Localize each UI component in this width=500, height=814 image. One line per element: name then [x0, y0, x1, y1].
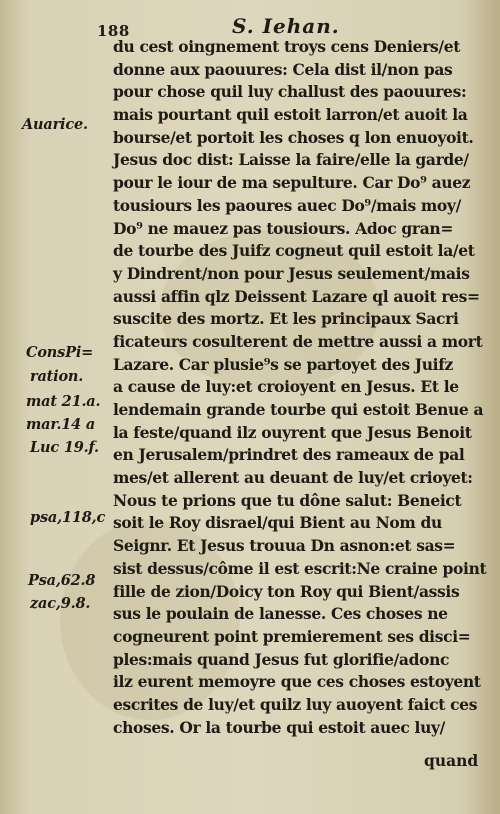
text-line: Seignr. Et Jesus trouua Dn asnon:et sas=	[113, 536, 456, 556]
text-line: ficateurs cosulterent de mettre aussi a mort	[113, 331, 483, 351]
text-line: choses. Or la tourbe qui estoit auec luy/	[113, 717, 445, 737]
text-line: sist dessus/côme il est escrit:Ne craine point	[113, 558, 487, 578]
text-line: pour chose quil luy challust des paouures:	[113, 82, 467, 102]
running-head: S. Iehan.	[232, 14, 340, 38]
text-line: Do⁹ ne mauez pas tousiours. Adoc gran=	[113, 218, 453, 238]
text-line: mes/et allerent au deuant de luy/et crioyet:	[113, 468, 473, 488]
margin-note: Psa,62.8	[28, 572, 96, 589]
margin-note: mat 21.a.	[26, 393, 101, 410]
text-line: du cest oingnement troys cens Deniers/et	[113, 37, 461, 56]
text-line: en Jerusalem/prindret des rameaux de pal	[113, 445, 465, 465]
text-line: mais pourtant quil estoit larron/et auoit la	[113, 105, 468, 125]
text-line: a cause de luy:et croioyent en Jesus. Et le	[113, 377, 459, 397]
text-line: donne aux paouures: Cela dist il/non pas	[113, 59, 453, 79]
text-line: de tourbe des Juifz cogneut quil estoit la/et	[113, 241, 475, 261]
margin-note: zac,9.8.	[30, 595, 91, 612]
text-line: suscite des mortz. Et les principaux Sacri	[113, 309, 459, 329]
text-line: soit le Roy disrael/qui Bient au Nom du	[113, 513, 442, 533]
margin-note: Luc 19.f.	[30, 439, 99, 456]
margin-note: mar.14 a	[26, 416, 96, 433]
text-line: escrites de luy/et quilz luy auoyent faict ces	[113, 694, 478, 714]
text-line: Nous te prions que tu dône salut: Beneict	[113, 490, 462, 510]
margin-note: Auarice.	[22, 116, 88, 133]
text-line: tousiours les paoures auec Do⁹/mais moy/	[113, 195, 461, 215]
text-line: Lazare. Car plusie⁹s se partoyet des Juifz	[113, 354, 453, 374]
text-line: aussi affin qlz Deissent Lazare ql auoit res=	[113, 286, 480, 306]
margin-note: ration.	[30, 368, 84, 385]
margin-notes	[0, 0, 112, 814]
catchword: quand	[424, 751, 479, 770]
text-line: bourse/et portoit les choses q lon enuoyoit.	[113, 127, 474, 147]
text-line: y Dindrent/non pour Jesus seulement/mais	[113, 263, 470, 283]
text-line: sus le poulain de lanesse. Ces choses ne	[113, 604, 448, 624]
body-text	[113, 36, 487, 739]
text-line: Jesus doc dist: Laisse la faire/elle la garde/	[113, 150, 469, 170]
margin-note: psa,118,c	[30, 509, 106, 526]
text-line: ilz eurent memoyre que ces choses estoyent	[113, 672, 481, 692]
text-line: cogneurent point premierement ses disci=	[113, 626, 471, 646]
text-line: pour le iour de ma sepulture. Car Do⁹ auez	[113, 173, 471, 193]
page-number: 188	[97, 22, 130, 40]
text-line: ples:mais quand Jesus fut glorifie/adonc	[113, 649, 450, 669]
text-line: fille de zion/Doicy ton Roy qui Bient/assis	[113, 581, 460, 601]
margin-note: ConsPi=	[26, 344, 94, 361]
text-line: lendemain grande tourbe qui estoit Benue a	[113, 400, 484, 419]
text-line: la feste/quand ilz ouyrent que Jesus Benoit	[113, 422, 472, 442]
